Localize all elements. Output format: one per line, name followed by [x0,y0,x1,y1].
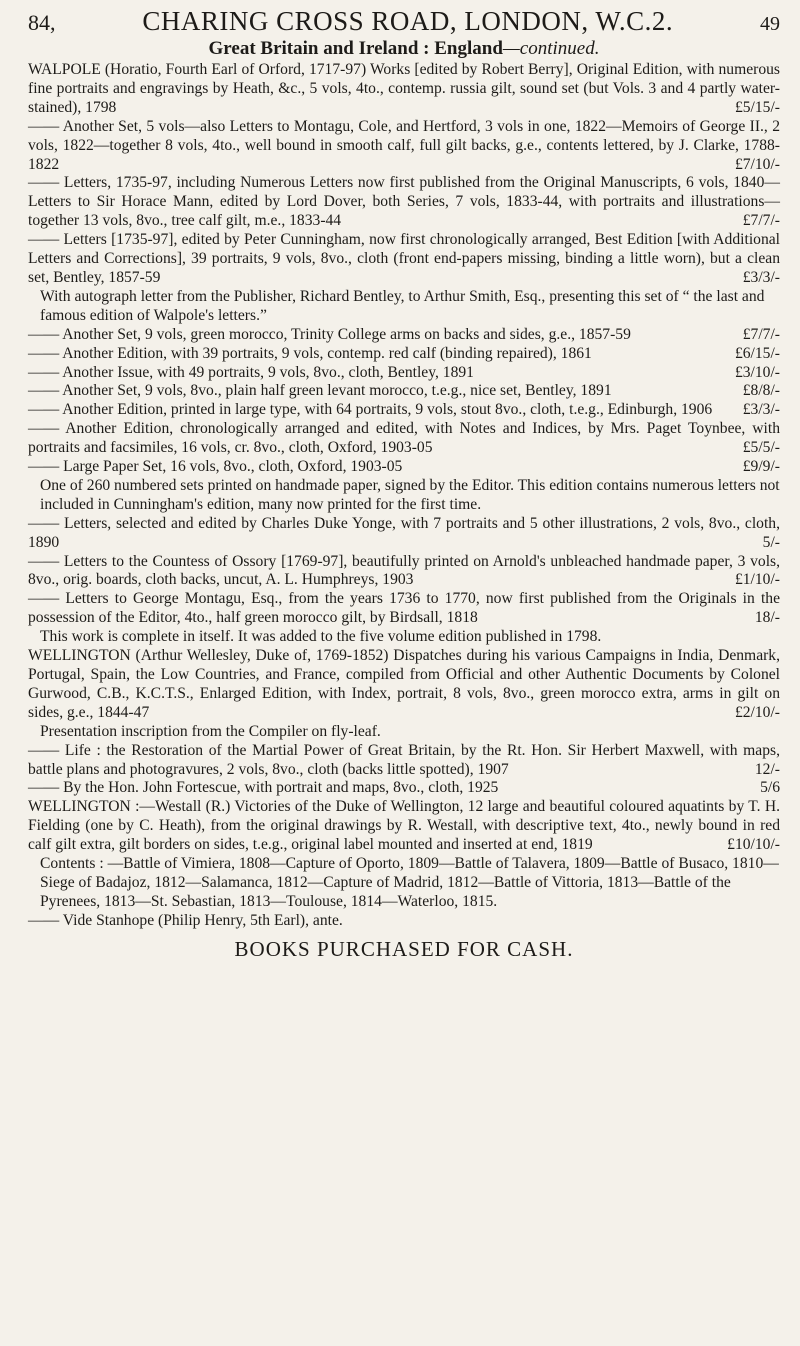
catalogue-entry [28,231,780,288]
entry-text: —— By the Hon. John Fortescue, with portrait and maps, 8vo., cloth, 1925 [28,779,499,797]
entry-text: —— Letters, 1735-97, including Numerous Letters now first published from the Original Manuscripts, 6 vols, 1840—Letters to Sir Horace Mann, edited by Lord Dover, both Series, 7 vols, 1833-44, with portraits and illustrations—together 13 vols, 8vo., tree calf gilt, m.e., 1833-44 [28,174,780,230]
entry-price: 5/- [762,533,780,551]
entry-text: —— Large Paper Set, 16 vols, 8vo., cloth, Oxford, 1903-05 [28,458,403,476]
catalogue-entry [28,382,780,401]
running-head [28,6,780,36]
catalogue-entry [28,742,780,780]
entry-price: £7/10/- [734,155,780,173]
entry-note [28,477,780,515]
entry-text: —— Another Set, 5 vols—also Letters to Montagu, Cole, and Hertford, 3 vols in one, 1822—Memoirs of George II., 2 vols, 1822—together 8 vols, 4to., well bound in smooth calf, full gilt backs, g.e., contents lettered, by J. Clarke, 1788-1822 [28,117,780,173]
entry-text: —— Another Edition, with 39 portraits, 9 vols, contemp. red calf (binding repaired), 1861 [28,344,592,362]
entry-text: —— Letters, selected and edited by Charles Duke Yonge, with 7 portraits and 5 other illustrations, 2 vols, 8vo., cloth, 1890 [28,514,780,551]
entry-text: —— Another Set, 9 vols, 8vo., plain half green levant morocco, t.e.g., nice set, Bentley, 1891 [28,382,612,400]
catalogue-entry [28,326,780,345]
page-number: 84, [28,10,56,35]
entry-text: Contents : —Battle of Vimiera, 1808—Capture of Oporto, 1809—Battle of Talavera, 1809—Battle of Busaco, 1810—Siege of Badajoz, 1812—Salamanca, 1812—Capture of Madrid, 1812—Battle of Vittoria, 1813—Battle of the Pyrenees, 1813—St. Sebastian, 1813—Toulouse, 1814—Waterloo, 1815. [40,855,779,910]
entry-price: £3/3/- [742,268,780,286]
entry-price: 18/- [754,609,780,627]
entry-price: £9/9/- [742,458,780,476]
catalogue-entry [28,779,780,798]
entry-note [28,855,780,912]
catalogue-entry [28,364,780,383]
entry-text: —— Another Edition, chronologically arranged and edited, with Notes and Indices, by Mrs. Paget Toynbee, with portraits and facsimiles, 16 vols, cr. 8vo., cloth, Oxford, 1903-05 [28,420,780,457]
catalogue-entry [28,401,780,420]
entry-text: With autograph letter from the Publisher, Richard Bentley, to Arthur Smith, Esq., presenting this set of “ the last and famous edition of Walpole's letters.” [40,287,765,324]
entry-text: —— Vide Stanhope (Philip Henry, 5th Earl), ante. [28,911,343,929]
entry-price: £10/10/- [727,836,780,854]
catalogue-entries [28,61,780,931]
entry-price: £2/10/- [734,703,780,721]
footer-slogan: BOOKS PURCHASED FOR CASH. [234,936,574,961]
section-heading [28,38,780,60]
entry-text: —— Letters to the Countess of Ossory [1769-97], beautifully printed on Arnold's unbleached handmade paper, 3 vols, 8vo., orig. boards, cloth backs, uncut, A. L. Humphreys, 1903 [28,552,780,589]
catalogue-entry [28,912,780,931]
entry-price: £3/10/- [734,363,780,381]
entry-text: —— Another Set, 9 vols, green morocco, Trinity College arms on backs and sides, g.e., 1857-59 [28,325,631,343]
catalogue-entry [28,590,780,628]
entry-text: One of 260 numbered sets printed on handmade paper, signed by the Editor. This edition contains numerous letters not included in Cunningham's edition, many now printed for the first time. [40,476,780,513]
entry-text: WALPOLE (Horatio, Fourth Earl of Orford, 1717-97) Works [edited by Robert Berry], Original Edition, with numerous fine portraits and engravings by Heath, &c., 5 vols, 4to., contemp. russia gilt, sound set (but Vols. 3 and 4 partly water-stained), 1798 [28,61,780,116]
running-title: CHARING CROSS ROAD, LONDON, W.C.2. [142,6,674,36]
entry-note [28,723,780,742]
entry-text: —— Life : the Restoration of the Martial Power of Great Britain, by the Rt. Hon. Sir Herbert Maxwell, with maps, battle plans and photogravures, 2 vols, 8vo., cloth (backs little spotted), 1907 [28,741,780,778]
entry-price: £7/7/- [742,212,780,230]
entry-text: —— Another Edition, printed in large type, with 64 portraits, 9 vols, stout 8vo., cloth, t.e.g., Edinburgh, 1906 [28,401,713,419]
catalogue-entry [28,420,780,458]
entry-text: Presentation inscription from the Compiler on fly-leaf. [40,722,381,740]
entry-note [28,288,780,326]
catalogue-entry [28,458,780,477]
entry-text: —— Letters to George Montagu, Esq., from the years 1736 to 1770, now first published from the Originals in the possession of the Editor, 4to., half green morocco gilt, by Birdsall, 1818 [28,590,780,627]
catalogue-entry [28,553,780,591]
catalogue-entry [28,647,780,723]
entry-note [28,628,780,647]
folio-number: 49 [760,13,780,35]
catalogue-entry [28,515,780,553]
entry-text: —— Another Issue, with 49 portraits, 9 vols, 8vo., cloth, Bentley, 1891 [28,363,474,381]
entry-text: WELLINGTON (Arthur Wellesley, Duke of, 1769-1852) Dispatches during his various Campaigns in India, Denmark, Portugal, Spain, the Low Countries, and France, compiled from Official and other Authentic Documents by Colonel Gurwood, C.B., K.C.T.S., Enlarged Edition, with Index, portrait, 8 vols, 8vo., green morocco extra, arms in gilt on sides, g.e., 1844-47 [28,647,780,721]
entry-price: £3/3/- [742,401,780,419]
catalogue-entry [28,798,780,855]
catalogue-entry [28,118,780,175]
entry-text: This work is complete in itself. It was added to the five volume edition published in 1798. [40,628,602,646]
entry-price: 5/6 [760,779,780,797]
entry-price: £8/8/- [742,382,780,400]
catalogue-entry [28,61,780,118]
entry-price: £7/7/- [742,325,780,343]
entry-text: WELLINGTON :—Westall (R.) Victories of the Duke of Wellington, 12 large and beautiful coloured aquatints by T. H. Fielding (one by C. Heath), from the original drawings by R. Westall, with descriptive text, 4to., newly bound in red calf gilt extra, gilt borders on sides, t.e.g., original label mounted and inserted at end, 1819 [28,798,780,854]
catalogue-entry [28,345,780,364]
entry-price: 12/- [754,760,780,778]
entry-text: —— Letters [1735-97], edited by Peter Cunningham, now first chronologically arranged, Best Edition [with Additional Letters and Corrections], 39 portraits, 9 vols, 8vo., cloth (front end-papers missing, binding a little worn), but a clean set, Bentley, 1857-59 [28,231,780,286]
entry-price: £5/15/- [734,98,780,116]
section-title: Great Britain and Ireland : England [208,38,503,59]
entry-price: £1/10/- [734,571,780,589]
entry-price: £5/5/- [742,439,780,457]
catalogue-entry [28,174,780,231]
section-continued: —continued. [502,38,600,59]
entry-price: £6/15/- [734,344,780,362]
